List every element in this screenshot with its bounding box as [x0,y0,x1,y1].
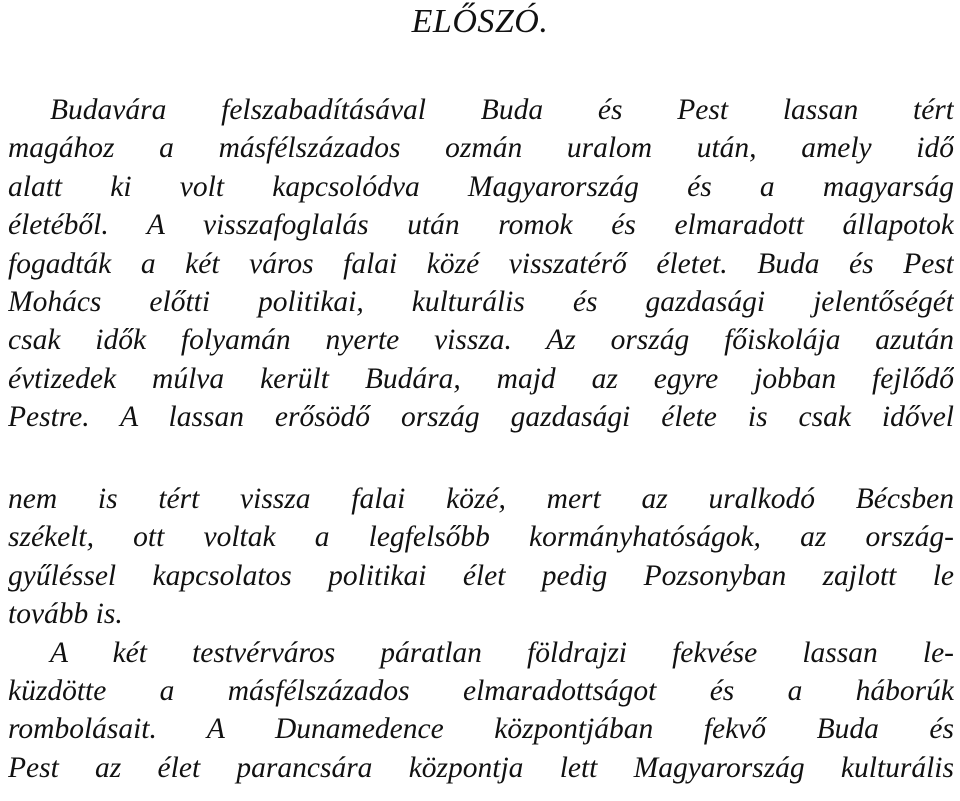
text-line: csak idők folyamán nyerte vissza. Az ország főiskolája azután [8,324,954,357]
paragraph-upper [8,91,954,437]
text-line: magához a másfélszázados ozmán uralom után, amely idő [8,132,954,165]
paragraph-lower [8,480,954,787]
text-line: Pest az élet parancsára központja lett Magyarország kulturális [8,751,954,784]
page-title: ELŐSZÓ. [411,3,549,40]
text-line: fogadták a két város falai közé visszatérő életet. Buda és Pest [8,247,954,280]
text-line: életéből. A visszafoglalás után romok és elmaradott állapotok [8,209,954,242]
text-line: Pestre. A lassan erősödő ország gazdasági élete is csak idővel [8,401,954,434]
text-line: tovább is. [8,598,123,631]
text-line: alatt ki volt kapcsolódva Magyarország és a magyarság [8,170,954,203]
text-line: Budavára felszabadításával Buda és Pest lassan tért [50,94,954,126]
text-line: küzdötte a másfélszázados elmaradottságot és a háborúk [8,674,954,707]
text-line: rombolásait. A Dunamedence központjában fekvő Buda és [8,713,954,746]
text-line: Mohács előtti politikai, kulturális és gazdasági jelentőségét [8,285,954,318]
text-line: nem is tért vissza falai közé, mert az uralkodó Bécsben [8,483,954,515]
text-line: évtizedek múlva került Budára, majd az egyre jobban fejlődő [8,362,954,395]
text-line: székelt, ott voltak a legfelsőbb kormányhatóságok, az ország- [8,521,954,554]
text-line: A két testvérváros páratlan földrajzi fekvése lassan le- [50,636,954,669]
text-line: gyűléssel kapcsolatos politikai élet pedig Pozsonyban zajlott le [8,559,954,592]
